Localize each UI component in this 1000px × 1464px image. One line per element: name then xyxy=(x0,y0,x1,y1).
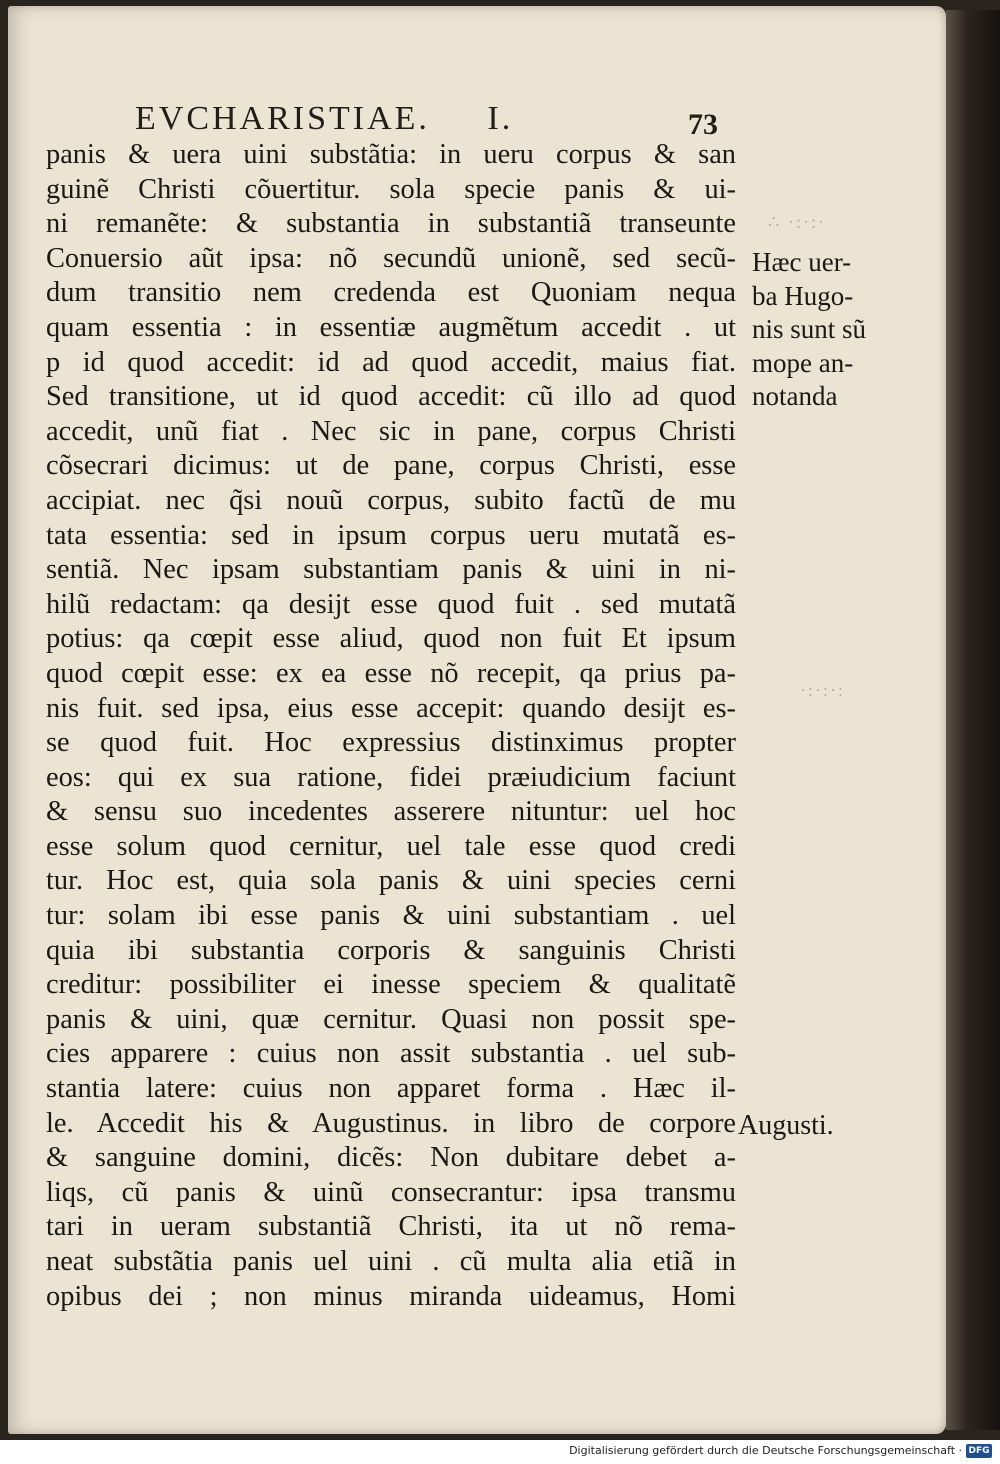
text-line: & sanguine domini, dicẽs: Non dubitare debet a- xyxy=(46,1142,736,1174)
body-text xyxy=(46,138,736,1314)
marginal-note-augustine: Augusti. xyxy=(738,1110,834,1141)
marginal-note xyxy=(752,246,902,414)
text-line: neat substãtia panis uel uini . cũ multa alia etiã in xyxy=(46,1246,736,1277)
text-line: potius: qa cœpit esse aliud, quod non fuit Et ipsum xyxy=(46,623,736,655)
marginal-line: nis sunt sũ xyxy=(752,314,867,344)
text-line: Conuersio aũt ipsa: nõ secundũ unionẽ, sed secũ- xyxy=(46,242,736,274)
dfg-logo[interactable]: DFG xyxy=(966,1444,992,1458)
text-line: ni remanẽte: & substantia in substantiã transeunte xyxy=(46,208,736,240)
text-line: esse solum quod cernitur, uel tale esse quod credi xyxy=(46,830,736,862)
text-line: cies apparere : cuius non assit substantia . uel sub- xyxy=(46,1038,736,1070)
text-line: se quod fuit. Hoc expressius distinximus propter xyxy=(46,727,736,759)
text-line: creditur: possibiliter ei inesse speciem & qualitatẽ xyxy=(46,969,736,1001)
text-line: sentiã. Nec ipsam substantiam panis & uini in ni- xyxy=(46,554,736,586)
marginal-line: mope an- xyxy=(752,347,854,378)
text-line: stantia latere: cuius non apparet forma . Hæc il- xyxy=(46,1073,736,1105)
text-line: p id quod accedit: id ad quod accedit, maius fiat. xyxy=(46,346,736,378)
text-line: quod cœpit esse: ex ea esse nõ recepit, qa prius pa- xyxy=(46,657,736,689)
text-line: quam essentia : in essentiæ augmẽtum accedit . ut xyxy=(46,311,736,343)
text-line: tari in ueram substantiã Christi, ita ut nõ rema- xyxy=(46,1211,736,1243)
text-line: & sensu suo incedentes asserere nituntur: uel hoc xyxy=(46,796,736,828)
text-line: le. Accedit his & Augustinus. in libro de corpore xyxy=(46,1107,736,1139)
text-line: accipiat. nec q̃si nouũ corpus, subito factũ de mu xyxy=(46,484,736,516)
text-line: quia ibi substantia corporis & sanguinis Christi xyxy=(46,934,736,966)
text-line: cõsecrari dicimus: ut de pane, corpus Christi, esse xyxy=(46,450,736,482)
text-line: tata essentia: sed in ipsum corpus ueru mutatã es- xyxy=(46,519,736,551)
text-line: guinẽ Christi cõuertitur. sola specie panis & ui- xyxy=(46,173,736,205)
text-line: Sed transitione, ut id quod accedit: cũ illo ad quod xyxy=(46,381,736,413)
text-line: accedit, unũ fiat . Nec sic in pane, corpus Christi xyxy=(46,415,736,447)
text-line: liqs, cũ panis & uinũ consecrantur: ipsa transmu xyxy=(46,1176,736,1208)
text-line: panis & uini, quæ cernitur. Quasi non possit spe- xyxy=(46,1003,736,1035)
text-line: hilũ redactam: qa desijt esse quod fuit . sed mutatã xyxy=(46,588,736,620)
marginal-line: Hæc uer- xyxy=(752,247,852,277)
text-line: opibus dei ; non minus miranda uideamus, Homi xyxy=(46,1280,736,1312)
faint-marginal-mark: ∴ ·:·:· xyxy=(768,212,826,232)
footer-credit: Digitalisierung gefördert durch die Deutsche Forschungsgemeinschaft · xyxy=(569,1444,962,1457)
text-line: tur. Hoc est, quia sola panis & uini species cerni xyxy=(46,865,736,897)
text-line: tur: solam ibi esse panis & uini substantiam . uel xyxy=(46,900,736,932)
faint-marginal-mark-2: ·:·:·: xyxy=(800,680,845,700)
page-edge xyxy=(946,10,1000,1430)
text-line: nis fuit. sed ipsa, eius esse accepit: quando desijt es- xyxy=(46,692,736,724)
marginal-line: ba Hugo- xyxy=(752,280,854,311)
footer-bar xyxy=(0,1440,1000,1464)
text-line: panis & uera uini substãtia: in ueru corpus & san xyxy=(46,139,736,170)
text-line: eos: qui ex sua ratione, fidei præiudicium faciunt xyxy=(46,761,736,793)
folio-number: 73 xyxy=(688,108,718,141)
text-line: dum transitio nem credenda est Quoniam nequa xyxy=(46,277,736,309)
running-head: EVCHARISTIAE. I. xyxy=(135,100,514,137)
marginal-line: notanda xyxy=(752,381,838,411)
